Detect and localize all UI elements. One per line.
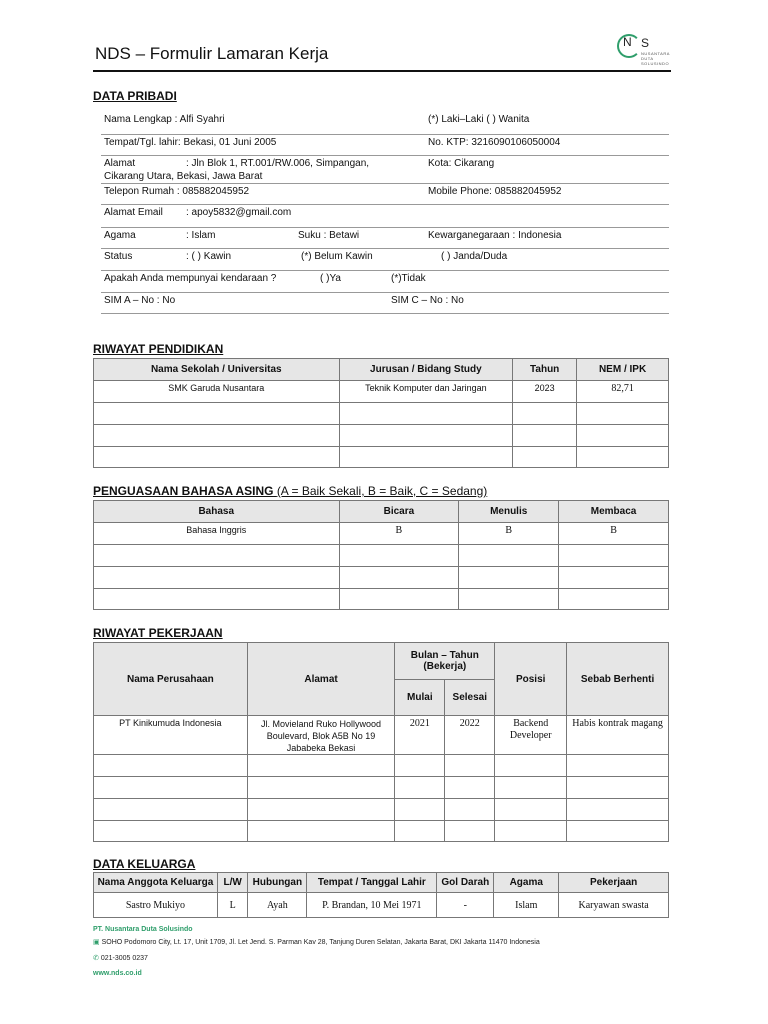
- pendidikan-header: Nama Sekolah / Universitas: [94, 359, 340, 381]
- logo-letter-s: S: [641, 36, 650, 50]
- alamat-value-1: : Jln Blok 1, RT.001/RW.006, Simpangan,: [186, 158, 370, 169]
- table-cell: [445, 821, 495, 842]
- pekerjaan-header-nama: Nama Perusahaan: [94, 643, 248, 716]
- suku: Suku : Betawi: [298, 230, 360, 241]
- table-cell: [495, 799, 567, 821]
- pendidikan-header: NEM / IPK: [577, 359, 669, 381]
- keluarga-header: Pekerjaan: [559, 873, 669, 893]
- table-cell: B: [459, 523, 559, 545]
- row-nama: [101, 110, 669, 135]
- pekerjaan-header-row-1: [94, 643, 669, 680]
- pekerjaan-header-alamat: Alamat: [247, 643, 395, 716]
- logo-subtitle: NUSANTARA DUTA SOLUSINDO: [641, 51, 670, 66]
- table-row: [94, 425, 669, 447]
- table-cell: [495, 777, 567, 799]
- keluarga-header: Agama: [494, 873, 559, 893]
- table-cell: 2022: [445, 716, 495, 755]
- bahasa-header: Bicara: [339, 501, 459, 523]
- posisi-line: Backend: [513, 718, 549, 729]
- kewarganegaraan: Kewarganegaraan : Indonesia: [428, 230, 562, 241]
- footer-phone-text: 021-3005 0237: [100, 955, 148, 962]
- status-belum-kawin: (*) Belum Kawin: [301, 251, 373, 262]
- pekerjaan-header-bulan: [395, 643, 495, 680]
- bahasa-header-row: [94, 501, 669, 523]
- email-label: Alamat Email: [104, 207, 163, 218]
- table-row: [94, 755, 669, 777]
- section-bahasa-asing: [93, 484, 487, 498]
- table-row: [94, 567, 669, 589]
- table-cell: L: [217, 893, 247, 918]
- footer-address: [93, 938, 540, 946]
- row-ttl: [101, 135, 669, 156]
- table-cell: [567, 777, 669, 799]
- bahasa-heading: PENGUASAAN BAHASA ASING: [93, 484, 274, 498]
- table-cell: [513, 425, 577, 447]
- kendaraan-question: Apakah Anda mempunyai kendaraan ?: [104, 273, 277, 284]
- table-cell: [94, 821, 248, 842]
- no-ktp: No. KTP: 3216090106050004: [428, 137, 561, 148]
- keluarga-table: [93, 872, 669, 918]
- table-cell: Habis kontrak magang: [567, 716, 669, 755]
- table-row: [94, 716, 669, 755]
- table-cell: [495, 716, 567, 755]
- table-cell: [395, 755, 445, 777]
- table-cell: [247, 799, 395, 821]
- status-kawin: : ( ) Kawin: [186, 251, 232, 262]
- kendaraan-ya: ( )Ya: [320, 273, 341, 284]
- keluarga-header: Tempat / Tanggal Lahir: [307, 873, 437, 893]
- table-cell: [94, 799, 248, 821]
- nama-lengkap: Nama Lengkap : Alfi Syahri: [104, 114, 225, 125]
- table-cell: [445, 799, 495, 821]
- table-cell: [459, 567, 559, 589]
- table-cell: [247, 821, 395, 842]
- kota: Kota: Cikarang: [428, 158, 495, 169]
- table-cell: [94, 447, 340, 468]
- table-row: [94, 447, 669, 468]
- nds-logo: [617, 32, 679, 74]
- table-cell: B: [339, 523, 459, 545]
- table-cell: 2023: [513, 381, 577, 403]
- tempat-tanggal-lahir: Tempat/Tgl. lahir: Bekasi, 01 Juni 2005: [104, 137, 277, 148]
- row-email: [101, 205, 669, 228]
- table-row: [94, 893, 669, 918]
- table-row: [94, 545, 669, 567]
- table-cell: [559, 589, 669, 610]
- keluarga-header: L/W: [217, 873, 247, 893]
- pendidikan-table: [93, 358, 669, 468]
- row-telepon: [101, 184, 669, 205]
- table-cell: [94, 567, 340, 589]
- keluarga-header: Hubungan: [248, 873, 307, 893]
- row-agama: [101, 228, 669, 249]
- table-cell: [577, 447, 669, 468]
- bahasa-legend: (A = Baik Sekali, B = Baik, C = Sedang): [276, 484, 488, 498]
- row-sim: [101, 293, 669, 314]
- table-cell: [567, 799, 669, 821]
- pekerjaan-header-sebab: Sebab Berhenti: [567, 643, 669, 716]
- table-cell: [94, 777, 248, 799]
- mobile-phone: Mobile Phone: 085882045952: [428, 186, 562, 197]
- bahasa-header: Membaca: [559, 501, 669, 523]
- table-cell: [94, 403, 340, 425]
- table-cell: [94, 755, 248, 777]
- table-cell: [339, 545, 459, 567]
- table-cell: Bahasa Inggris: [94, 523, 340, 545]
- posisi-line: Developer: [509, 730, 552, 741]
- table-cell: [247, 716, 395, 755]
- table-cell: [94, 589, 340, 610]
- table-cell: [395, 821, 445, 842]
- table-cell: [445, 777, 495, 799]
- row-kendaraan: [101, 271, 669, 293]
- status-label: Status: [104, 251, 133, 262]
- table-cell: [247, 755, 395, 777]
- section-data-pribadi: DATA PRIBADI: [93, 89, 177, 103]
- table-cell: [567, 821, 669, 842]
- agama-label: Agama: [104, 230, 136, 241]
- table-cell: Karyawan swasta: [559, 893, 669, 918]
- table-cell: Teknik Komputer dan Jaringan: [339, 381, 513, 403]
- building-icon: ▣: [93, 939, 100, 946]
- table-cell: 2021: [395, 716, 445, 755]
- table-cell: B: [559, 523, 669, 545]
- bahasa-header: Bahasa: [94, 501, 340, 523]
- table-cell: [559, 545, 669, 567]
- footer-website[interactable]: www.nds.co.id: [93, 970, 142, 977]
- logo-letter-n: N: [623, 35, 632, 49]
- jenis-kelamin: (*) Laki–Laki ( ) Wanita: [428, 114, 530, 125]
- row-alamat: [101, 156, 669, 184]
- bahasa-table: [93, 500, 669, 610]
- table-cell: [94, 425, 340, 447]
- alamat-line: Jababeka Bekasi: [286, 743, 356, 753]
- pekerjaan-header-mulai: Mulai: [395, 680, 445, 716]
- telepon-rumah: Telepon Rumah : 085882045952: [104, 186, 250, 197]
- table-cell: [459, 589, 559, 610]
- pendidikan-header-row: [94, 359, 669, 381]
- table-cell: [513, 447, 577, 468]
- table-row: [94, 381, 669, 403]
- table-cell: -: [437, 893, 494, 918]
- page-title: NDS – Formulir Lamaran Kerja: [95, 44, 329, 63]
- table-row: [94, 799, 669, 821]
- table-cell: Ayah: [248, 893, 307, 918]
- table-cell: [339, 567, 459, 589]
- email-value: : apoy5832@gmail.com: [186, 207, 292, 218]
- table-cell: [395, 799, 445, 821]
- pekerjaan-table: [93, 642, 669, 842]
- pendidikan-header: Jurusan / Bidang Study: [339, 359, 513, 381]
- table-row: [94, 821, 669, 842]
- table-cell: [495, 821, 567, 842]
- pendidikan-header: Tahun: [513, 359, 577, 381]
- table-cell: 82,71: [577, 381, 669, 403]
- table-cell: [395, 777, 445, 799]
- footer-company: PT. Nusantara Duta Solusindo: [93, 926, 193, 933]
- table-cell: [94, 545, 340, 567]
- table-row: [94, 589, 669, 610]
- alamat-value-2: Cikarang Utara, Bekasi, Jawa Barat: [104, 171, 263, 182]
- table-cell: [339, 403, 513, 425]
- section-data-keluarga: DATA KELUARGA: [93, 857, 196, 871]
- alamat-line: Boulevard, Blok A5B No 19: [266, 731, 376, 741]
- sim-a: SIM A – No : No: [104, 295, 176, 306]
- keluarga-header: Gol Darah: [437, 873, 494, 893]
- table-cell: [339, 447, 513, 468]
- kendaraan-tidak: (*)Tidak: [391, 273, 426, 284]
- table-cell: SMK Garuda Nusantara: [94, 381, 340, 403]
- alamat-line: Jl. Movieland Ruko Hollywood: [261, 719, 382, 729]
- agama-value: : Islam: [186, 230, 216, 241]
- bahasa-header: Menulis: [459, 501, 559, 523]
- table-cell: [559, 567, 669, 589]
- footer-address-text: SOHO Podomoro City, Lt. 17, Unit 1709, Jl. Let Jend. S. Parman Kav 28, Tanjung Duren Selatan, Jakarta Barat, DKI Jakarta 11470 Indonesia: [101, 939, 540, 946]
- table-cell: [577, 425, 669, 447]
- phone-icon: ✆: [93, 955, 99, 962]
- table-row: [94, 403, 669, 425]
- table-row: [94, 523, 669, 545]
- table-cell: P. Brandan, 10 Mei 1971: [307, 893, 437, 918]
- section-riwayat-pekerjaan: RIWAYAT PEKERJAAN: [93, 626, 223, 640]
- table-cell: [445, 755, 495, 777]
- table-cell: [339, 589, 459, 610]
- table-row: [94, 777, 669, 799]
- keluarga-header-row: [94, 873, 669, 893]
- table-cell: PT Kinikumuda Indonesia: [94, 716, 248, 755]
- bulan-tahun-label: Bulan – Tahun: [410, 650, 479, 661]
- table-cell: [247, 777, 395, 799]
- pekerjaan-header-posisi: Posisi: [495, 643, 567, 716]
- keluarga-header: Nama Anggota Keluarga: [94, 873, 218, 893]
- sim-c: SIM C – No : No: [391, 295, 464, 306]
- table-cell: [567, 755, 669, 777]
- alamat-label: Alamat: [104, 158, 136, 169]
- table-cell: Islam: [494, 893, 559, 918]
- bekerja-label: (Bekerja): [423, 661, 467, 672]
- footer-phone: [93, 954, 148, 962]
- status-janda-duda: ( ) Janda/Duda: [441, 251, 508, 262]
- pekerjaan-header-selesai: Selesai: [445, 680, 495, 716]
- table-cell: Sastro Mukiyo: [94, 893, 218, 918]
- table-cell: [459, 545, 559, 567]
- section-riwayat-pendidikan: RIWAYAT PENDIDIKAN: [93, 342, 224, 356]
- table-cell: [339, 425, 513, 447]
- table-cell: [513, 403, 577, 425]
- table-cell: [577, 403, 669, 425]
- title-divider: [93, 70, 671, 72]
- table-cell: [495, 755, 567, 777]
- row-status: [101, 249, 669, 271]
